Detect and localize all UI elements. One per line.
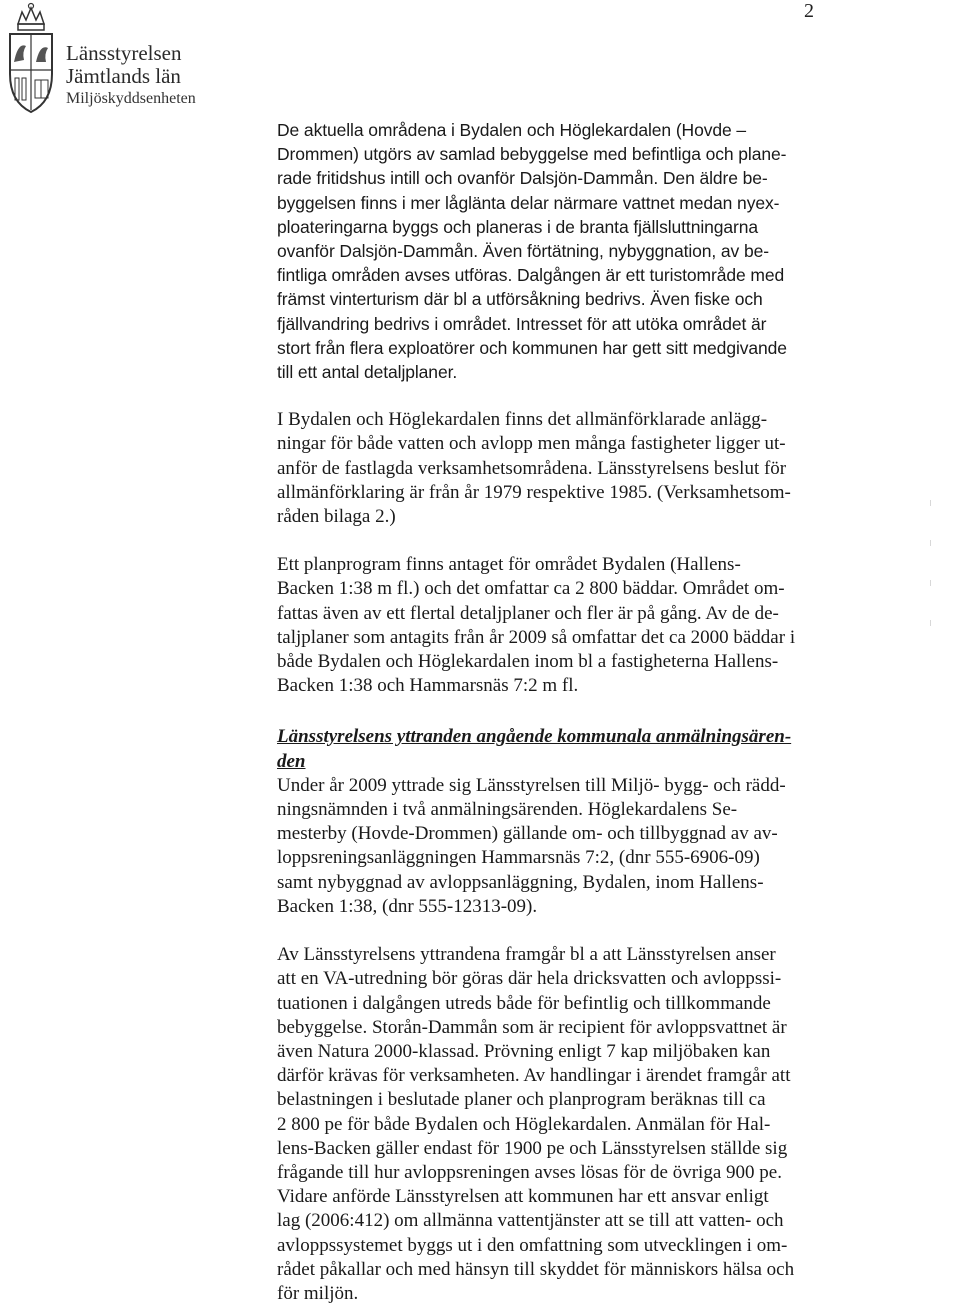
paragraph-area-description: De aktuella områdena i Bydalen och Höglekardalen (Hovde – Drommen) utgörs av samlad bebyggelse med befintliga och plane- rade fritidshus intill och ovanför Dalsjön-Dammån. Den äldre be- byggelsen finns i mer låglänta delar närmare vattnet medan nyex- ploateringarna byggs och planeras i de branta fjällsluttningarna ovanför Dalsjön-Dammån. Även förtätning, nybyggnation, av be- fintliga områden avses utföras. Dalgången är ett turistområde med främst vinterturism där bl a utförsåkning bedrivs. Även fiske och fjällvandring bedrivs i området. Intresset för att utöka området är stort från flera exploatörer och kommunen har gett sitt medgivande till ett antal detaljplaner.: [277, 120, 787, 383]
section-heading: Länsstyrelsens yttranden angående kommunala anmälningsären- den: [277, 726, 792, 772]
page-number: 2: [804, 0, 814, 22]
paragraph-statements: Av Länsstyrelsens yttrandena framgår bl a att Länsstyrelsen anser att en VA-utredning bör göras där hela dricksvatten och avloppssi- tuationen i dalgången utreds både för befintlig och tillkommande bebyggelse. Storån-Dammån som är recipient för avloppsvattnet är även Natura 2000-klassad. Prövning enligt 7 kap miljöbaken kan därför krävas för verksamheten. Av handlingar i ärendet framgår att belastningen i beslutade planer och planprogram beräknas till ca 2 800 pe för både Bydalen och Höglekardalen. Anmälan för Hal- lens-Backen gäller endast för 1900 pe och Länsstyrelsen ställde sig frågande till hur avloppsreningen avses lösas för de övriga 900 pe. Vidare anförde Länsstyrelsen att kommunen har ett ansvar enligt lag (2006:412) om allmänna vattentjänster att se till att vatten- och avloppssystemet byggs ut i den omfattning som utvecklingen i om- rådet påkallar och med hänsyn till skyddet för människors hälsa och för miljön.: [277, 944, 795, 1304]
paragraph-water-sewer: I Bydalen och Höglekardalen finns det allmänförklarade anlägg- ningar för både vatten och avlopp men många fastigheter ligger ut- anför de fastlagda verksamhetsområdena. Länsstyrelsens beslut för allmänförklaring är från år 1979 respektive 1985. (Verksamhetsom- råden bilaga 2.): [277, 409, 791, 528]
paragraph-notification-cases: Under år 2009 yttrade sig Länsstyrelsen till Miljö- bygg- och rädd- ningsnämnden i två anmälningsärenden. Höglekardalens Se- mesterby (Hovde-Drommen) gällande om- och tillbyggnad av av- loppsreningsanläggningen Hammarsnäs 7:2, (dnr 555-6906-09) samt nybyggnad av avloppsanläggning, Bydalen, inom Hallens- Backen 1:38, (dnr 555-12313-09).: [277, 774, 786, 917]
agency-region: Jämtlands län: [66, 64, 181, 88]
scan-edge-marks: [930, 500, 938, 680]
document-body: [277, 118, 812, 1306]
coat-of-arms-crest-icon: [4, 2, 58, 114]
paragraph-plan-program: Ett planprogram finns antaget för området Bydalen (Hallens- Backen 1:38 m fl.) och det omfattar ca 2 800 bäddar. Området om- fattas även av ett flertal detaljplaner och fler är på gång. Av de de- taljplaner som antagits från år 2009 så omfattar det ca 2000 bäddar i både Bydalen och Höglekardalen inom bl a fastigheterna Hallens- Backen 1:38 och Hammarsnäs 7:2 m fl.: [277, 554, 796, 697]
agency-name: Länsstyrelsen: [66, 41, 182, 65]
agency-department: Miljöskyddsenheten: [66, 90, 196, 107]
agency-name-block: [66, 42, 196, 110]
